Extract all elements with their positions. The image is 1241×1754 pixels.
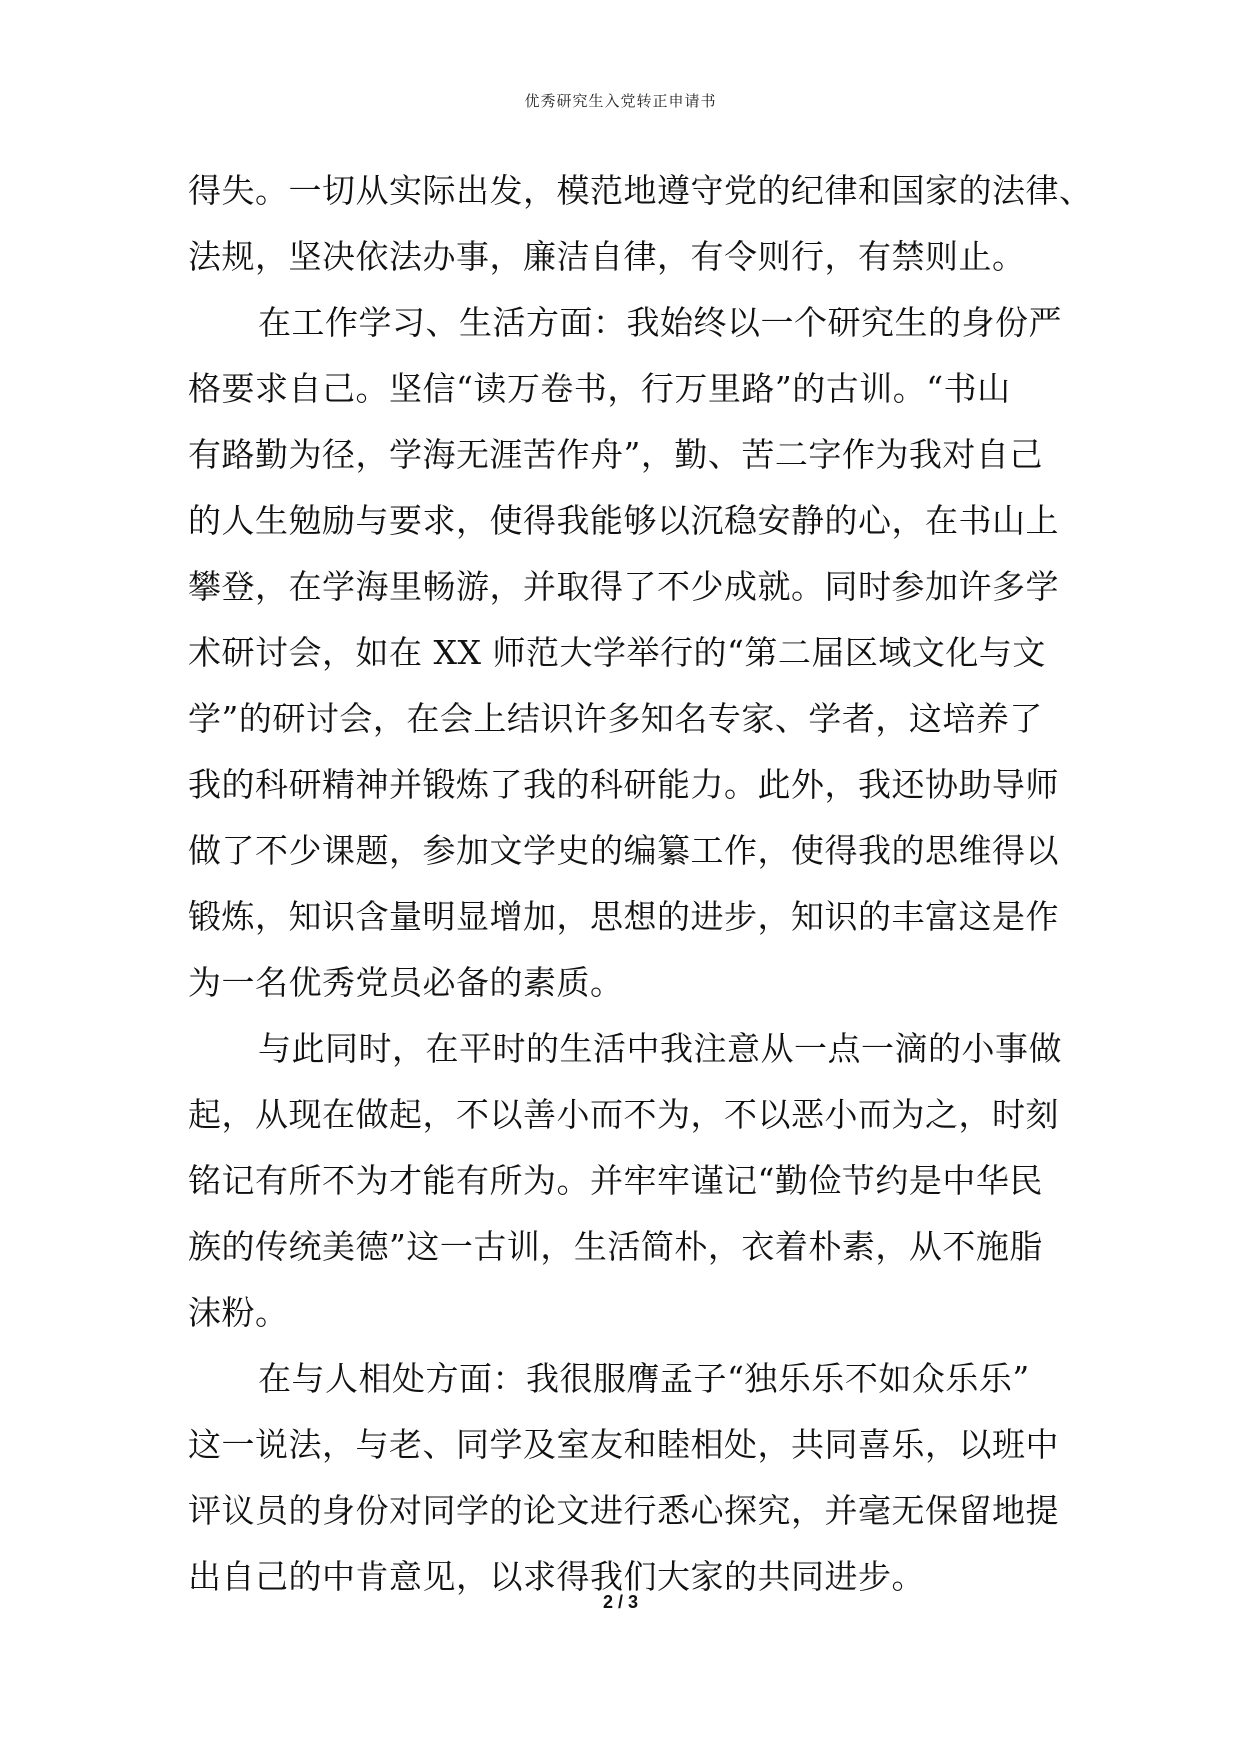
text-line: 锻炼，知识含量明显增加，思想的进步，知识的丰富这是作 <box>188 897 1059 936</box>
text-line: 与此同时，在平时的生活中我注意从一点一滴的小事做 <box>258 1029 1062 1068</box>
text-line: 这一说法，与老、同学及室友和睦相处，共同喜乐，以班中 <box>188 1425 1059 1464</box>
text-line: 有路勤为径，学海无涯苦作舟”，勤、苦二字作为我对自己 <box>188 435 1043 474</box>
paragraph <box>188 1016 1062 1346</box>
text-line: 得失。一切从实际出发，模范地遵守党的纪律和国家的法律、 <box>188 171 1093 210</box>
text-line: 法规，坚决依法办事，廉洁自律，有令则行，有禁则止。 <box>188 237 1026 276</box>
text-line: 格要求自己。坚信“读万卷书，行万里路”的古训。“书山 <box>188 369 1011 408</box>
text-line: 在工作学习、生活方面：我始终以一个研究生的身份严 <box>258 303 1062 342</box>
text-line: 术研讨会，如在 XX 师范大学举行的“第二届区域文化与文 <box>188 633 1046 672</box>
text-line: 为一名优秀党员必备的素质。 <box>188 963 624 1002</box>
text-line: 的人生勉励与要求，使得我能够以沉稳安静的心，在书山上 <box>188 501 1059 540</box>
paragraph <box>188 158 1093 290</box>
paragraph <box>188 290 1062 1016</box>
text-line: 评议员的身份对同学的论文进行悉心探究，并毫无保留地提 <box>188 1491 1059 1530</box>
text-line: 学”的研讨会，在会上结识许多知名专家、学者，这培养了 <box>188 699 1043 738</box>
text-line: 我的科研精神并锻炼了我的科研能力。此外，我还协助导师 <box>188 765 1059 804</box>
page-header-title: 优秀研究生入党转正申请书 <box>524 92 717 110</box>
text-line: 攀登，在学海里畅游，并取得了不少成就。同时参加许多学 <box>188 567 1059 606</box>
page-number: 2 / 3 <box>602 1592 639 1612</box>
text-line: 在与人相处方面：我很服膺孟子“独乐乐不如众乐乐” <box>258 1359 1030 1398</box>
document-body <box>188 158 1093 1610</box>
text-line: 做了不少课题，参加文学史的编纂工作，使得我的思维得以 <box>188 831 1059 870</box>
text-line: 铭记有所不为才能有所为。并牢牢谨记“勤俭节约是中华民 <box>188 1161 1043 1200</box>
text-line: 出自己的中肯意见，以求得我们大家的共同进步。 <box>188 1557 925 1596</box>
paragraph <box>188 1346 1059 1610</box>
text-line: 族的传统美德”这一古训，生活简朴，衣着朴素，从不施脂 <box>188 1227 1043 1266</box>
text-line: 起，从现在做起，不以善小而不为，不以恶小而为之，时刻 <box>188 1095 1059 1134</box>
text-line: 沫粉。 <box>188 1293 289 1332</box>
